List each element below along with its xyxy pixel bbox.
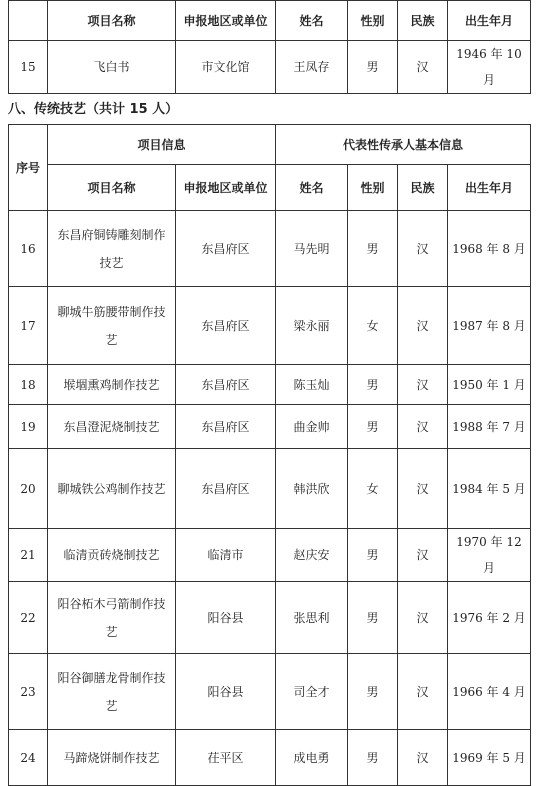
cell-name: 曲金帅 xyxy=(276,405,348,449)
cell-name: 王凤存 xyxy=(276,41,348,94)
cell-gender: 男 xyxy=(348,41,398,94)
header-unit: 申报地区或单位 xyxy=(176,165,276,211)
cell-ethnicity: 汉 xyxy=(398,211,448,287)
cell-unit: 东昌府区 xyxy=(176,449,276,529)
cell-ethnicity: 汉 xyxy=(398,405,448,449)
table-row xyxy=(9,582,531,654)
header-birth: 出生年月 xyxy=(448,1,531,41)
table-row xyxy=(9,365,531,405)
cell-gender: 男 xyxy=(348,211,398,287)
cell-unit: 东昌府区 xyxy=(176,405,276,449)
cell-no: 17 xyxy=(9,287,48,365)
table-row xyxy=(9,654,531,730)
column-header-row xyxy=(9,165,531,211)
cell-gender: 男 xyxy=(348,365,398,405)
cell-birth: 1976 年 2 月 xyxy=(448,582,531,654)
table-row xyxy=(9,529,531,582)
top-table xyxy=(8,0,531,94)
section-heading: 八、传统技艺（共计 15 人） xyxy=(8,102,179,117)
header-cell-empty xyxy=(9,1,48,41)
cell-project: 东昌澄泥烧制技艺 xyxy=(48,405,176,449)
cell-project: 聊城牛筋腰带制作技艺 xyxy=(48,287,176,365)
cell-birth: 1966 年 4 月 xyxy=(448,654,531,730)
cell-project: 马蹄烧饼制作技艺 xyxy=(48,730,176,786)
main-table xyxy=(8,124,531,786)
table-row xyxy=(9,730,531,786)
cell-ethnicity: 汉 xyxy=(398,654,448,730)
cell-name: 韩洪欣 xyxy=(276,449,348,529)
cell-birth: 1988 年 7 月 xyxy=(448,405,531,449)
cell-name: 赵庆安 xyxy=(276,529,348,582)
cell-no: 20 xyxy=(9,449,48,529)
table-row xyxy=(9,405,531,449)
header-unit: 申报地区或单位 xyxy=(176,1,276,41)
cell-ethnicity: 汉 xyxy=(398,41,448,94)
cell-project: 堠堌熏鸡制作技艺 xyxy=(48,365,176,405)
header-serial-no: 序号 xyxy=(9,125,48,211)
group-header-row xyxy=(9,125,531,165)
cell-no: 19 xyxy=(9,405,48,449)
header-ethnicity: 民族 xyxy=(398,1,448,41)
header-gender: 性别 xyxy=(348,1,398,41)
cell-unit: 东昌府区 xyxy=(176,287,276,365)
cell-gender: 男 xyxy=(348,529,398,582)
cell-unit: 东昌府区 xyxy=(176,365,276,405)
table-row xyxy=(9,449,531,529)
cell-no: 23 xyxy=(9,654,48,730)
cell-ethnicity: 汉 xyxy=(398,365,448,405)
cell-name: 马先明 xyxy=(276,211,348,287)
header-ethnicity: 民族 xyxy=(398,165,448,211)
cell-no: 21 xyxy=(9,529,48,582)
cell-gender: 女 xyxy=(348,287,398,365)
cell-project: 临清贡砖烧制技艺 xyxy=(48,529,176,582)
cell-unit: 茌平区 xyxy=(176,730,276,786)
cell-ethnicity: 汉 xyxy=(398,730,448,786)
cell-birth: 1968 年 8 月 xyxy=(448,211,531,287)
cell-gender: 男 xyxy=(348,730,398,786)
cell-no: 24 xyxy=(9,730,48,786)
cell-no: 15 xyxy=(9,41,48,94)
cell-project: 东昌府铜铸雕刻制作技艺 xyxy=(48,211,176,287)
header-project-name: 项目名称 xyxy=(48,1,176,41)
cell-name: 张思利 xyxy=(276,582,348,654)
cell-project: 飞白书 xyxy=(48,41,176,94)
header-birth: 出生年月 xyxy=(448,165,531,211)
cell-birth: 1987 年 8 月 xyxy=(448,287,531,365)
cell-birth: 1950 年 1 月 xyxy=(448,365,531,405)
cell-project: 聊城铁公鸡制作技艺 xyxy=(48,449,176,529)
header-project-name: 项目名称 xyxy=(48,165,176,211)
cell-unit: 市文化馆 xyxy=(176,41,276,94)
top-table-header-row xyxy=(9,1,531,41)
main-table-body xyxy=(9,211,531,786)
cell-ethnicity: 汉 xyxy=(398,582,448,654)
table-row xyxy=(9,41,531,94)
cell-no: 22 xyxy=(9,582,48,654)
cell-no: 16 xyxy=(9,211,48,287)
cell-name: 司全才 xyxy=(276,654,348,730)
cell-unit: 临清市 xyxy=(176,529,276,582)
header-gender: 性别 xyxy=(348,165,398,211)
header-name: 姓名 xyxy=(276,165,348,211)
cell-gender: 男 xyxy=(348,582,398,654)
cell-birth: 1969 年 5 月 xyxy=(448,730,531,786)
table-row xyxy=(9,287,531,365)
cell-unit: 阳谷县 xyxy=(176,582,276,654)
cell-ethnicity: 汉 xyxy=(398,287,448,365)
cell-ethnicity: 汉 xyxy=(398,449,448,529)
cell-project: 阳谷柘木弓箭制作技艺 xyxy=(48,582,176,654)
cell-birth: 1946 年 10 月 xyxy=(448,41,531,94)
cell-unit: 东昌府区 xyxy=(176,211,276,287)
header-name: 姓名 xyxy=(276,1,348,41)
cell-name: 梁永丽 xyxy=(276,287,348,365)
cell-no: 18 xyxy=(9,365,48,405)
cell-name: 陈玉灿 xyxy=(276,365,348,405)
cell-unit: 阳谷县 xyxy=(176,654,276,730)
cell-name: 成电勇 xyxy=(276,730,348,786)
header-group-person: 代表性传承人基本信息 xyxy=(276,125,531,165)
cell-birth: 1984 年 5 月 xyxy=(448,449,531,529)
cell-gender: 女 xyxy=(348,449,398,529)
header-group-project: 项目信息 xyxy=(48,125,276,165)
cell-birth: 1970 年 12 月 xyxy=(448,529,531,582)
cell-gender: 男 xyxy=(348,405,398,449)
table-row xyxy=(9,211,531,287)
cell-project: 阳谷御膳龙骨制作技艺 xyxy=(48,654,176,730)
cell-ethnicity: 汉 xyxy=(398,529,448,582)
cell-gender: 男 xyxy=(348,654,398,730)
